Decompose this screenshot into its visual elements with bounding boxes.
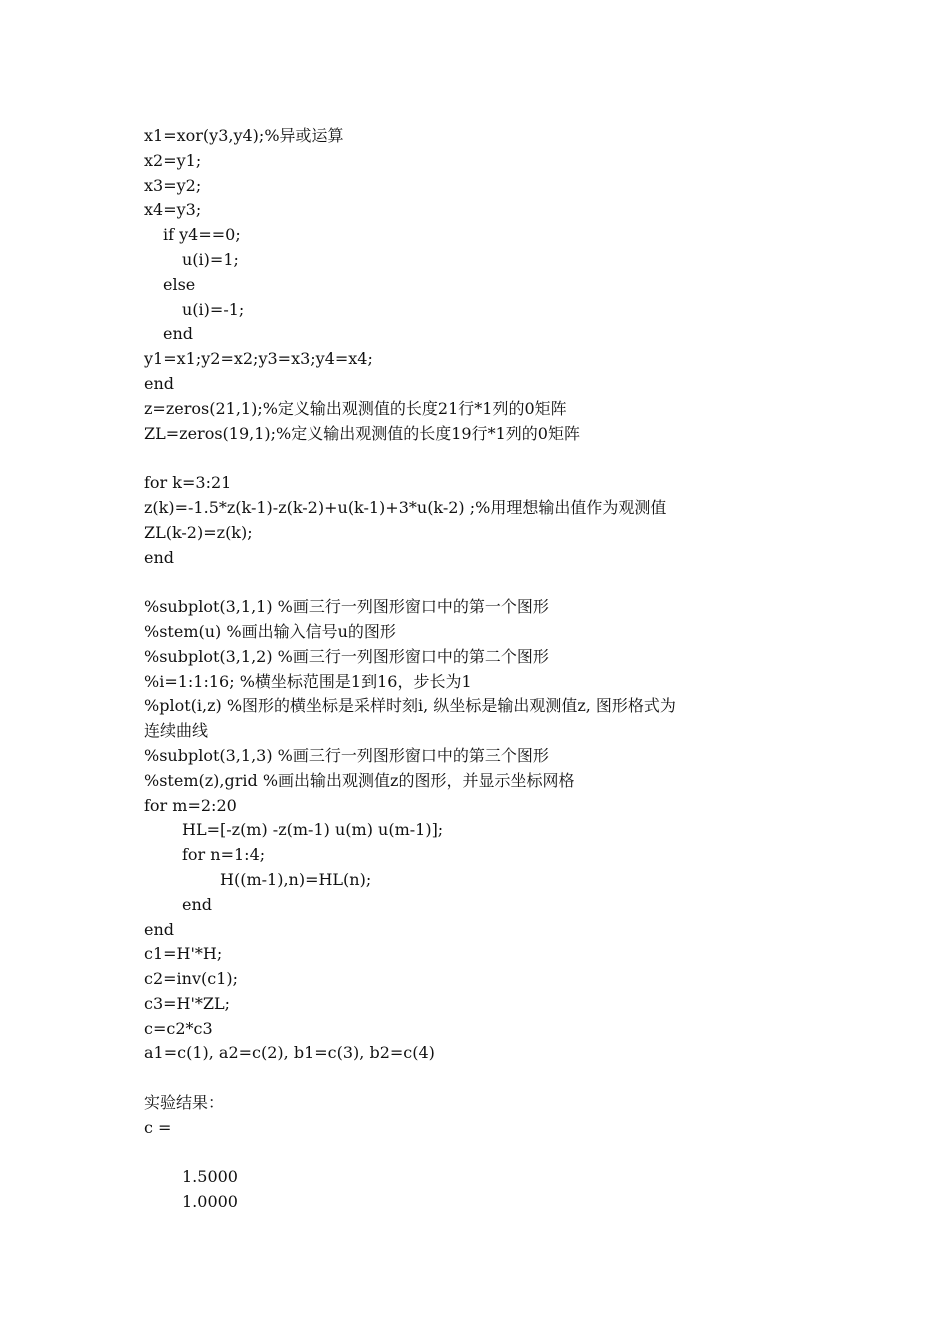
results-heading: 实验结果： (144, 1093, 225, 1113)
code-line: %subplot(3,1,1) %画三行一列图形窗口中的第一个图形 (144, 597, 549, 617)
code-line: z(k)=-1.5*z(k-1)-z(k-2)+u(k-1)+3*u(k-2) ;%用理想输出值作为观测值 (144, 497, 667, 517)
code-line: x1=xor(y3,y4);%异或运算 (144, 126, 344, 145)
result-value: 1.0000 (182, 1192, 238, 1212)
code-block-2 (144, 471, 824, 570)
code-listing (144, 124, 824, 1215)
code-line: %stem(u) %画出输入信号u的图形 (144, 621, 396, 641)
code-line: x2=y1; (144, 150, 202, 170)
code-line: end (144, 373, 175, 393)
code-block-1 (144, 124, 824, 446)
code-line: for k=3:21 (144, 473, 232, 493)
blank-line (144, 1066, 824, 1091)
code-line: %subplot(3,1,3) %画三行一列图形窗口中的第三个图形 (144, 745, 549, 765)
code-line: c1=H'*H; (144, 944, 223, 964)
result-value: 1.5000 (182, 1167, 238, 1187)
code-line: for m=2:20 (144, 795, 237, 815)
code-line: if y4==0; (163, 225, 241, 245)
code-block-3 (144, 595, 824, 1066)
code-line: z=zeros(21,1);%定义输出观测值的长度21行*1列的0矩阵 (144, 398, 567, 418)
code-line: a1=c(1), a2=c(2), b1=c(3), b2=c(4) (144, 1043, 435, 1063)
blank-line (144, 570, 824, 595)
code-line: %plot(i,z) %图形的横坐标是采样时刻i, 纵坐标是输出观测值z, 图形格式为 (144, 696, 676, 716)
code-line: end (144, 919, 175, 939)
code-line: y1=x1;y2=x2;y3=x3;y4=x4; (144, 349, 373, 369)
blank-line (144, 1141, 824, 1166)
code-line: u(i)=1; (182, 249, 239, 269)
code-line: c=c2*c3 (144, 1018, 213, 1038)
code-line: ZL=zeros(19,1);%定义输出观测值的长度19行*1列的0矩阵 (144, 423, 580, 443)
results-section (144, 1091, 824, 1215)
code-line: c3=H'*ZL; (144, 993, 231, 1013)
code-line: end (163, 324, 194, 344)
code-line: x4=y3; (144, 200, 202, 220)
code-line: 连续曲线 (144, 721, 209, 741)
code-line: %stem(z),grid %画出输出观测值z的图形，并显示坐标网格 (144, 770, 575, 790)
code-line: u(i)=-1; (182, 299, 245, 319)
blank-line (144, 446, 824, 471)
code-line: ZL(k-2)=z(k); (144, 522, 253, 542)
code-line: else (163, 274, 196, 294)
code-line: c2=inv(c1); (144, 969, 239, 989)
code-line: end (144, 547, 175, 567)
code-line: HL=[-z(m) -z(m-1) u(m) u(m-1)]; (182, 820, 444, 840)
code-line: for n=1:4; (182, 845, 266, 865)
result-variable-label: c = (144, 1117, 172, 1137)
code-line: %i=1:1:16; %横坐标范围是1到16，步长为1 (144, 671, 472, 691)
code-line: %subplot(3,1,2) %画三行一列图形窗口中的第二个图形 (144, 646, 549, 666)
code-line: H((m-1),n)=HL(n); (220, 869, 372, 889)
code-line: x3=y2; (144, 175, 202, 195)
code-line: end (182, 894, 213, 914)
